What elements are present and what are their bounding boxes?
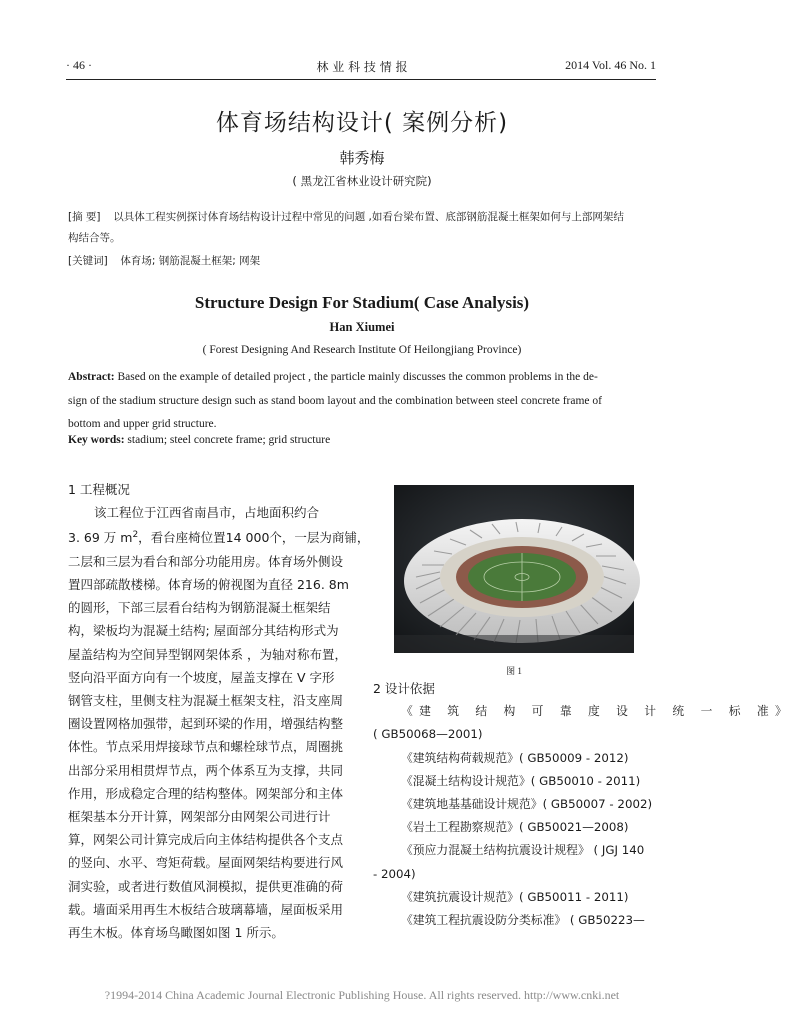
reference-item: 《建 筑 结 构 可 靠 度 设 计 统 一 标 准》 [401,704,793,719]
reference-item: 《预应力混凝土结构抗震设计规程》 ( JGJ 140 [401,843,645,858]
body-line: 构，梁板均为混凝土结构; 屋面部分其结构形式为 [68,623,339,639]
reference-item: 《建筑地基基础设计规范》( GB50007 - 2002) [401,797,653,812]
keywords-en [68,434,656,446]
body-line: 作用，形成稳定合理的结构整体。网架部分和主体 [68,785,344,801]
author-en: Han Xiumei [329,320,395,334]
section-1 [68,478,370,944]
keywords-cn [68,251,658,272]
copyright-footer: ?1994-2014 China Academic Journal Electronic Publishing House. All rights reserved. http://www.cnki.net [104,988,620,1002]
abstract-en-label: Abstract: [68,371,115,383]
author-cn: 韩秀梅 [339,149,385,167]
body-line: 出部分采用相贯焊节点，两个体系互为支撑，共同 [68,762,344,778]
body-line-area [68,524,370,549]
body-line: 算，网架公司计算完成后向主体结构提供各个支点 [68,832,344,848]
section-1-heading: 1 工程概况 [68,482,130,497]
abstract-en-line-1: Based on the example of detailed project , the particle mainly discusses the common problems in the de- [117,371,598,383]
body-line: 该工程位于江西省南昌市，占地面积约合 [94,505,320,521]
body-line: 再生木板。体育场鸟瞰图如图 1 所示。 [68,925,284,941]
abstract-cn-text-2: 构结合等。 [68,232,121,244]
keywords-cn-label: [关键词] [68,255,108,267]
body-line: 洞实验，或者进行数值风洞模拟，提供更准确的荷 [68,878,344,894]
keywords-en-text: stadium; steel concrete frame; grid structure [127,434,331,446]
page-number: · 46 · [66,58,92,72]
body-line: 二层和三层为看台和部分功能用房。体育场外侧设 [68,553,344,569]
body-line: 体性。节点采用焊接球节点和螺栓球节点，周圈挑 [68,739,344,755]
reference-item: 《建筑抗震设计规范》( GB50011 - 2011) [401,889,629,904]
body-line: 置四部疏散楼梯。体育场的俯视图为直径 216. 8m [68,576,349,592]
body-line: ，看台座椅位置14 000个，一层为商铺， [138,530,370,546]
abstract-cn-text-1: 以具体工程实例探讨体育场结构设计过程中常见的问题 ,如看台梁布置、底部钢筋混凝土框架如何与上部网架结 [113,211,624,223]
body-line: 的竖向、水平、弯矩荷载。屋面网架结构要进行风 [68,855,344,871]
stadium-photo [394,485,634,653]
reference-item-cont: ( GB50068—2001) [373,727,483,742]
keywords-en-label: Key words: [68,434,125,446]
body-line: 钢管支柱，里侧支柱为混凝土框架支柱，沿支座周 [68,692,344,708]
journal-name: 林 业 科 技 情 报 [316,60,408,74]
figure-caption: 图 1 [506,666,522,676]
body-line: 载。墙面采用再生木板结合玻璃幕墙，屋面板采用 [68,901,344,917]
header-rule [66,79,656,80]
reference-item: 《建筑结构荷载规范》( GB50009 - 2012) [401,750,629,765]
abstract-en-line-2: sign of the stadium structure design such as stand boom layout and the combination between steel concrete frame of [68,394,602,407]
article-title-en: Structure Design For Stadium( Case Analysis) [194,293,530,312]
abstract-cn-label: [摘 要] [68,211,101,223]
body-line: 竖向沿平面方向有一个坡度，屋盖支撑在 V 字形 [68,669,335,685]
superscript-2: 2 [132,530,139,541]
issue-info: 2014 Vol. 46 No. 1 [565,58,656,72]
reference-item: 《混凝土结构设计规范》( GB50010 - 2011) [401,773,641,788]
abstract-en-line-3: bottom and upper grid structure. [68,418,217,430]
body-line: 屋盖结构为空间异型钢网架体系 ，为轴对称布置， [68,646,347,662]
article-title-cn: 体育场结构设计( 案例分析) [215,110,509,136]
body-line: 的圆形，下部三层看台结构为钢筋混凝土框架结 [68,600,331,616]
keywords-cn-text: 体育场; 钢筋混凝土框架; 网架 [120,255,261,267]
body-line: 框架基本分开计算，网架部分由网架公司进行计 [68,809,331,824]
reference-item: 《岩土工程勘察规范》( GB50021—2008) [401,820,629,835]
area-value: 3. 69 万 m [68,530,133,546]
section-2 [373,677,793,932]
body-line: 圈设置网格加强带，起到环梁的作用，增强结构整 [68,716,344,732]
section-2-heading: 2 设计依据 [373,681,435,696]
abstract-cn [68,207,658,249]
reference-item: 《建筑工程抗震设防分类标准》 ( GB50223— [401,913,645,928]
abstract-en [68,366,656,437]
affiliation-en: ( Forest Designing And Research Institute Of Heilongjiang Province) [202,344,522,356]
reference-item-cont: - 2004) [373,866,416,881]
affiliation-cn: ( 黑龙江省林业设计研究院) [292,174,432,188]
